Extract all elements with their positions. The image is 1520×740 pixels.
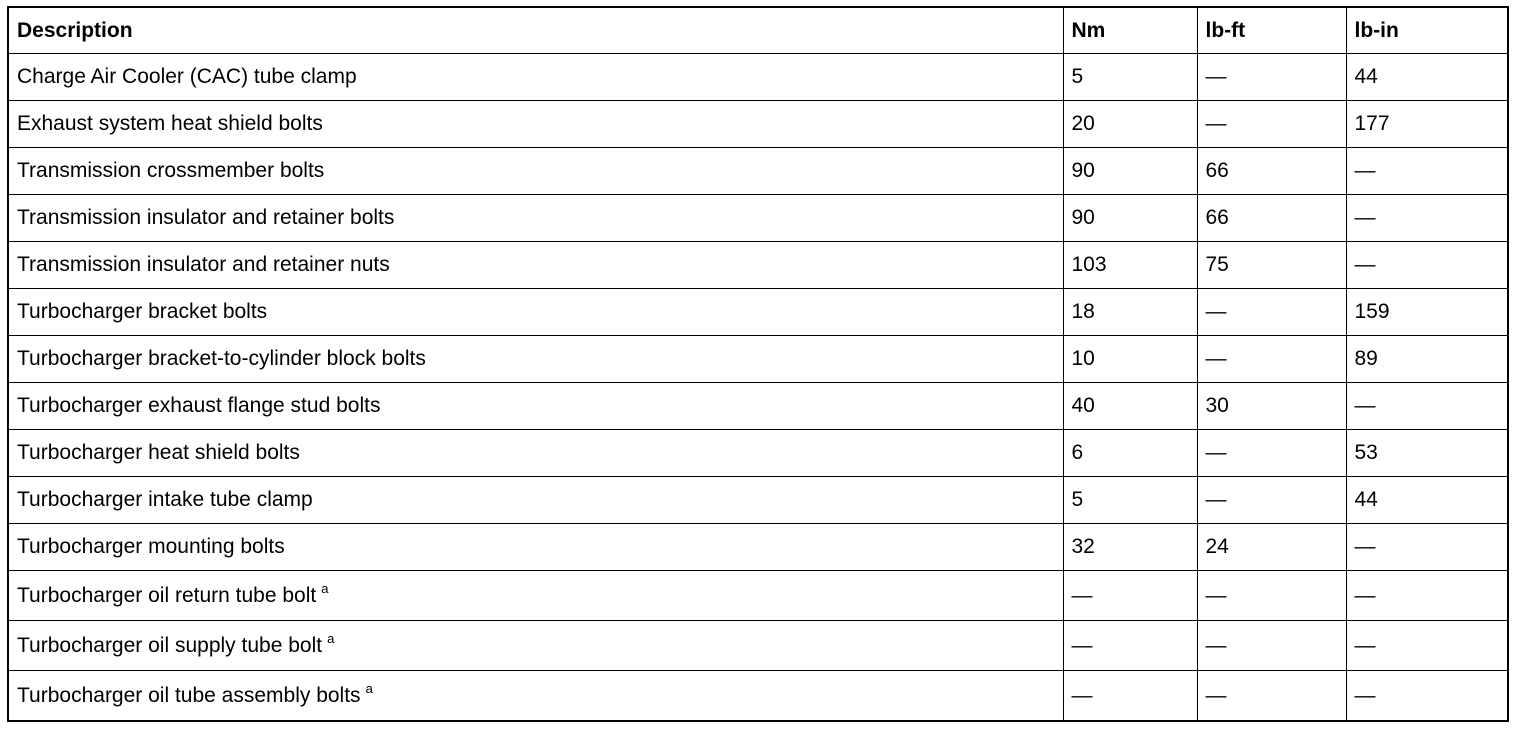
lb-ft-cell: — xyxy=(1197,289,1346,336)
header-lb-in: lb-in xyxy=(1346,7,1508,54)
lb-ft-cell: — xyxy=(1197,430,1346,477)
description-text: Turbocharger mounting bolts xyxy=(17,535,285,558)
lb-ft-cell: — xyxy=(1197,336,1346,383)
lb-in-cell: 177 xyxy=(1346,101,1508,148)
description-text: Turbocharger exhaust flange stud bolts xyxy=(17,394,381,417)
lb-in-cell: 44 xyxy=(1346,54,1508,101)
nm-cell: 103 xyxy=(1063,242,1197,289)
lb-ft-cell: — xyxy=(1197,477,1346,524)
description-text: Turbocharger bracket-to-cylinder block bolts xyxy=(17,347,426,370)
description-cell xyxy=(8,336,1063,383)
description-text: Exhaust system heat shield bolts xyxy=(17,112,323,135)
lb-in-cell: — xyxy=(1346,195,1508,242)
footnote-marker: a xyxy=(321,580,329,596)
lb-in-cell: — xyxy=(1346,242,1508,289)
lb-ft-cell: 66 xyxy=(1197,148,1346,195)
nm-cell: 18 xyxy=(1063,289,1197,336)
nm-cell: 40 xyxy=(1063,383,1197,430)
nm-cell: 90 xyxy=(1063,148,1197,195)
nm-cell: 5 xyxy=(1063,477,1197,524)
table-row xyxy=(8,289,1508,336)
description-text: Turbocharger oil supply tube bolt xyxy=(17,633,323,657)
lb-ft-cell: 30 xyxy=(1197,383,1346,430)
footnote-marker: a xyxy=(327,630,335,646)
lb-in-cell: — xyxy=(1346,621,1508,671)
description-cell xyxy=(8,195,1063,242)
description-cell xyxy=(8,289,1063,336)
lb-in-cell: — xyxy=(1346,571,1508,621)
nm-cell: 32 xyxy=(1063,524,1197,571)
table-row xyxy=(8,477,1508,524)
header-lb-ft: lb-ft xyxy=(1197,7,1346,54)
description-cell xyxy=(8,242,1063,289)
lb-ft-cell: 75 xyxy=(1197,242,1346,289)
lb-in-cell: — xyxy=(1346,524,1508,571)
lb-in-cell: — xyxy=(1346,671,1508,722)
nm-cell: — xyxy=(1063,671,1197,722)
description-text: Transmission crossmember bolts xyxy=(17,159,325,182)
table-row xyxy=(8,242,1508,289)
table-row xyxy=(8,148,1508,195)
nm-cell: 10 xyxy=(1063,336,1197,383)
lb-ft-cell: 66 xyxy=(1197,195,1346,242)
description-cell xyxy=(8,430,1063,477)
table-row xyxy=(8,524,1508,571)
description-text: Turbocharger heat shield bolts xyxy=(17,441,300,464)
nm-cell: — xyxy=(1063,621,1197,671)
table-row xyxy=(8,383,1508,430)
lb-in-cell: 53 xyxy=(1346,430,1508,477)
description-cell xyxy=(8,383,1063,430)
description-cell xyxy=(8,148,1063,195)
nm-cell: 6 xyxy=(1063,430,1197,477)
torque-spec-table xyxy=(7,6,1509,722)
header-nm: Nm xyxy=(1063,7,1197,54)
description-cell xyxy=(8,671,1063,722)
description-cell xyxy=(8,54,1063,101)
header-description: Description xyxy=(8,7,1063,54)
description-cell xyxy=(8,524,1063,571)
description-text: Turbocharger oil tube assembly bolts xyxy=(17,683,361,707)
table-row xyxy=(8,430,1508,477)
description-text: Turbocharger oil return tube bolt xyxy=(17,583,317,607)
nm-cell: 20 xyxy=(1063,101,1197,148)
lb-ft-cell: — xyxy=(1197,621,1346,671)
description-cell xyxy=(8,477,1063,524)
description-text: Turbocharger bracket bolts xyxy=(17,300,268,323)
table-body xyxy=(8,54,1508,722)
table-row xyxy=(8,54,1508,101)
lb-ft-cell: — xyxy=(1197,101,1346,148)
lb-ft-cell: — xyxy=(1197,571,1346,621)
table-header-row xyxy=(8,7,1508,54)
description-text: Turbocharger intake tube clamp xyxy=(17,488,313,511)
lb-in-cell: — xyxy=(1346,383,1508,430)
table-row xyxy=(8,195,1508,242)
description-cell xyxy=(8,571,1063,621)
lb-ft-cell: — xyxy=(1197,671,1346,722)
torque-spec-sheet xyxy=(7,6,1507,722)
nm-cell: 90 xyxy=(1063,195,1197,242)
footnote-marker: a xyxy=(365,680,373,696)
lb-in-cell: 159 xyxy=(1346,289,1508,336)
description-cell xyxy=(8,621,1063,671)
lb-in-cell: — xyxy=(1346,148,1508,195)
description-text: Transmission insulator and retainer nuts xyxy=(17,253,390,276)
description-text: Transmission insulator and retainer bolts xyxy=(17,206,395,229)
nm-cell: — xyxy=(1063,571,1197,621)
table-row xyxy=(8,671,1508,722)
table-row xyxy=(8,336,1508,383)
lb-in-cell: 44 xyxy=(1346,477,1508,524)
lb-in-cell: 89 xyxy=(1346,336,1508,383)
lb-ft-cell: 24 xyxy=(1197,524,1346,571)
table-row xyxy=(8,621,1508,671)
nm-cell: 5 xyxy=(1063,54,1197,101)
lb-ft-cell: — xyxy=(1197,54,1346,101)
table-row xyxy=(8,571,1508,621)
description-text: Charge Air Cooler (CAC) tube clamp xyxy=(17,65,357,88)
description-cell xyxy=(8,101,1063,148)
table-row xyxy=(8,101,1508,148)
